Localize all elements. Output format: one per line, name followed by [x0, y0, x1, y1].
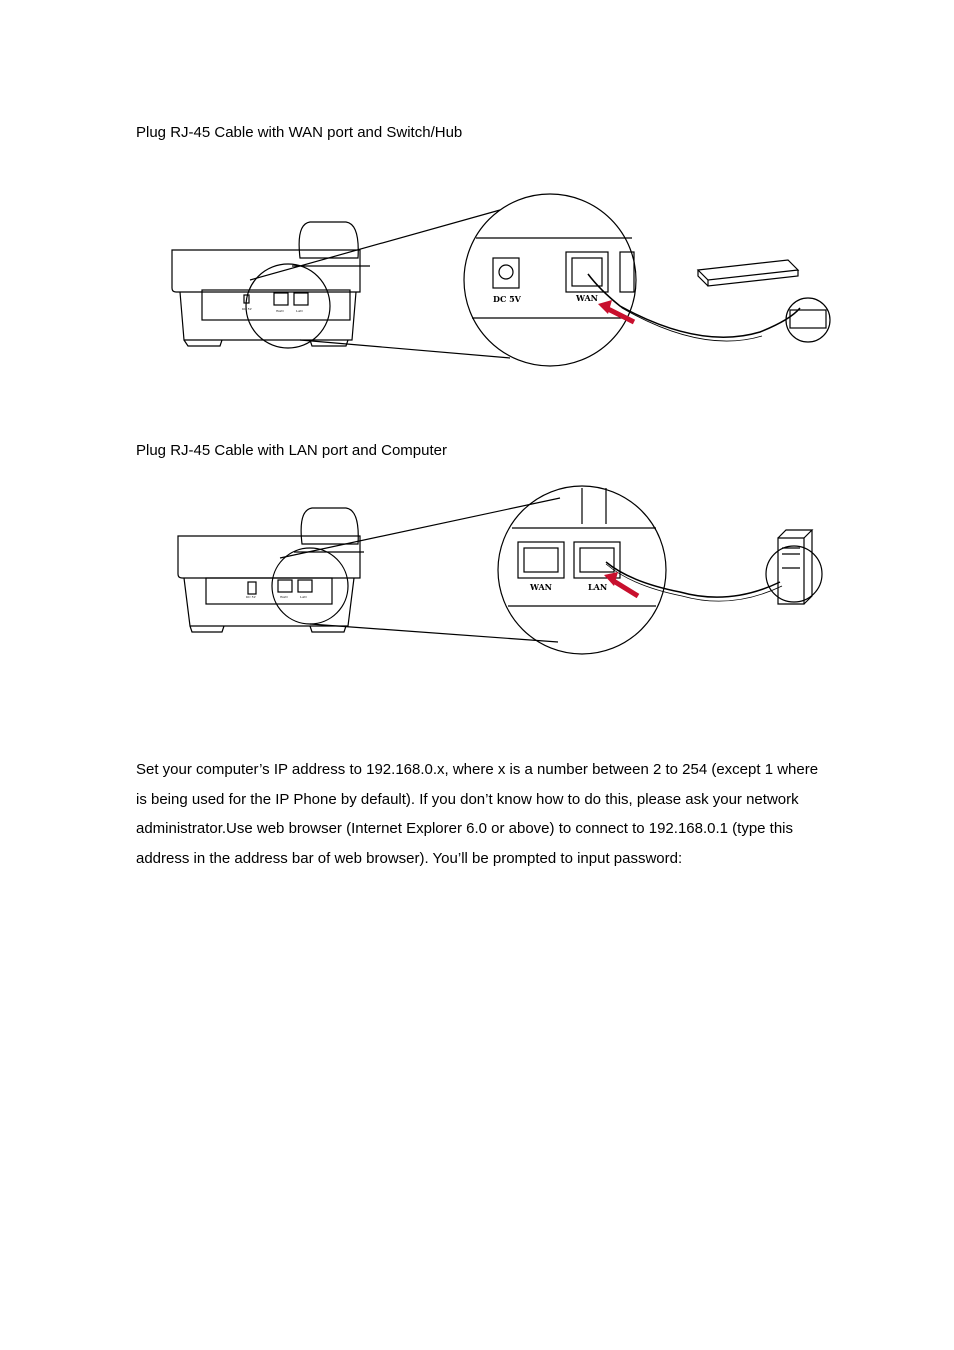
dc-port-label: DC 5V [493, 294, 521, 304]
ip-phone-drawing [172, 222, 370, 346]
lan-connection-diagram [160, 478, 840, 658]
small-lan-label: LAN [300, 595, 307, 599]
wan-connection-diagram [160, 180, 840, 380]
small-wan-label: WAN [280, 595, 288, 599]
lan-caption: Plug RJ-45 Cable with LAN port and Computer [136, 442, 447, 459]
paragraph-line: Set your computer’s IP address to 192.168.0.x, where x is a number between 2 to 254 (except 1 where [136, 761, 819, 778]
small-lan-label: LAN [296, 309, 303, 313]
paragraph-line: address in the address bar of web browser). You’ll be prompted to input password: [136, 849, 683, 867]
paragraph-line: is being used for the IP Phone by default). If you don’t know how to do this, please ask your network [136, 790, 799, 808]
small-dc-label: DC 5V [242, 307, 252, 311]
wan-port-label: WAN [530, 582, 552, 592]
small-dc-label: DC 5V [246, 595, 256, 599]
zoomed-port-view [464, 194, 636, 366]
zoomed-port-view [498, 486, 666, 654]
small-wan-label: WAN [276, 309, 284, 313]
lan-port-label: LAN [588, 582, 608, 592]
wan-caption: Plug RJ-45 Cable with WAN port and Switch/Hub [136, 124, 463, 141]
wan-port-label: WAN [576, 293, 598, 303]
zoom-source-circle [246, 264, 330, 348]
ip-setup-paragraph [136, 755, 876, 873]
zoom-source-circle [272, 548, 348, 624]
computer-tower-drawing [766, 530, 822, 604]
plug-arrow-icon [604, 572, 638, 596]
paragraph-line: administrator.Use web browser (Internet Explorer 6.0 or above) to connect to 192.168.0.1 (type this [136, 820, 794, 837]
